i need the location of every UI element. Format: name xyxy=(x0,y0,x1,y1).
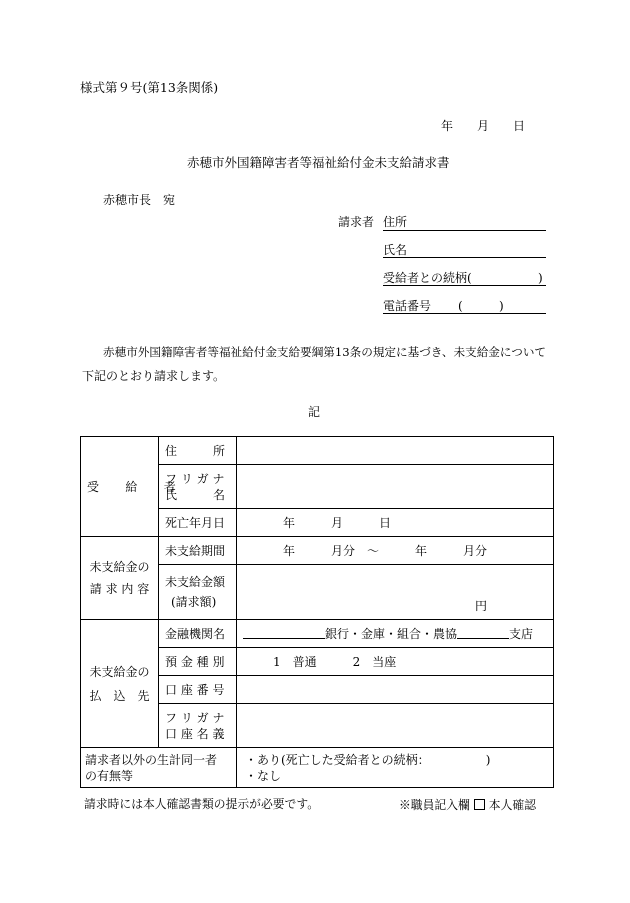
unpaid-amount-label: 未支給金額 xyxy=(165,575,226,589)
payment-group-line2: 払 込 先 xyxy=(89,688,150,703)
recipient-group-label: 受 給 者 xyxy=(81,437,159,537)
staff-label: ※職員記入欄 xyxy=(399,798,470,812)
unpaid-group-label xyxy=(81,537,159,620)
death-date-header: 死亡年月日 xyxy=(159,509,237,537)
branch-blank[interactable] xyxy=(457,626,509,639)
death-date-cell[interactable]: 年 月 日 xyxy=(237,509,554,537)
payment-group-line1: 未支給金の xyxy=(89,664,150,679)
account-name-label: 口 座 名 義 xyxy=(165,726,225,741)
yen-label: 円 xyxy=(474,599,487,613)
recipient-address-cell[interactable] xyxy=(237,437,554,465)
claimant-address-label: 住所 xyxy=(383,215,408,229)
household-yes-row[interactable] xyxy=(245,752,547,768)
checkbox-icon[interactable] xyxy=(474,799,485,810)
claimant-phone-close: ) xyxy=(499,299,504,313)
deposit-type-header: 預 金 種 別 xyxy=(159,648,237,676)
ki-heading: 記 xyxy=(308,405,321,419)
account-number-cell[interactable] xyxy=(237,676,554,704)
address-header: 住 所 xyxy=(159,437,237,465)
claimant-phone-open: ( xyxy=(458,299,463,313)
household-label-line2: の有無等 xyxy=(85,768,134,783)
claim-table xyxy=(80,436,554,788)
unpaid-period-cell[interactable]: 年 月分 ～ 年 月分 xyxy=(237,537,554,565)
footer-note: 請求時には本人確認書類の提示が必要です。 xyxy=(84,797,319,811)
claimant-relation-label: 受給者との続柄( xyxy=(383,271,472,285)
claimant-name-line[interactable] xyxy=(383,257,546,258)
account-name-cell[interactable] xyxy=(237,704,554,748)
body-text-line2: 下記のとおり請求します。 xyxy=(82,369,226,383)
household-no[interactable]: ・なし xyxy=(245,768,282,783)
household-label xyxy=(81,748,237,788)
bank-name-cell[interactable] xyxy=(237,620,554,648)
unpaid-period-header: 未支給期間 xyxy=(159,537,237,565)
unpaid-group-line2: 請 求 内 容 xyxy=(89,582,150,596)
identity-check-label: 本人確認 xyxy=(488,798,536,812)
bank-name-header: 金融機関名 xyxy=(159,620,237,648)
account-number-header: 口 座 番 号 xyxy=(159,676,237,704)
addressee: 赤穂市長 宛 xyxy=(103,193,176,207)
name-label: 氏 名 xyxy=(165,487,226,502)
payment-group-label xyxy=(81,620,159,748)
household-yes-close: ) xyxy=(485,752,491,767)
unpaid-amount-header xyxy=(159,565,237,620)
household-label-line1: 請求者以外の生計同一者 xyxy=(85,752,218,767)
form-title: 赤穂市外国籍障害者等福祉給付金未支給請求書 xyxy=(187,155,450,170)
staff-section xyxy=(399,799,536,812)
claimant-relation-line[interactable] xyxy=(383,285,546,286)
branch-label: 支店 xyxy=(509,627,534,641)
account-name-header xyxy=(159,704,237,748)
unpaid-amount-cell[interactable] xyxy=(237,565,554,620)
furigana-label: フ リ ガ ナ xyxy=(165,471,225,486)
claimant-label: 請求者 xyxy=(338,215,375,229)
deposit-type-cell[interactable]: 1 普通 2 当座 xyxy=(237,648,554,676)
claimant-address-line[interactable] xyxy=(383,230,546,231)
claimant-phone-label: 電話番号 xyxy=(383,299,432,313)
bank-types-label: 銀行・金庫・組合・農協 xyxy=(325,627,458,641)
claimant-phone-line[interactable] xyxy=(383,313,546,314)
date-line: 年 月 日 xyxy=(441,119,526,133)
bank-name-blank[interactable] xyxy=(243,626,325,639)
claimant-name-label: 氏名 xyxy=(383,243,408,257)
unpaid-group-line1: 未支給金の xyxy=(89,560,150,574)
body-text-line1: 赤穂市外国籍障害者等福祉給付金支給要綱第13条の規定に基づき、未支給金について xyxy=(103,345,547,359)
furigana-name-header xyxy=(159,465,237,509)
household-yes: ・あり(死亡した受給者との続柄： xyxy=(245,752,430,767)
recipient-name-cell[interactable] xyxy=(237,465,554,509)
furigana2-label: フ リ ガ ナ xyxy=(165,710,225,725)
claimant-relation-close: ) xyxy=(538,271,543,285)
unpaid-amount-sub: (請求額) xyxy=(171,595,217,609)
household-cell[interactable] xyxy=(237,748,554,788)
form-number: 様式第９号(第13条関係) xyxy=(80,80,219,95)
